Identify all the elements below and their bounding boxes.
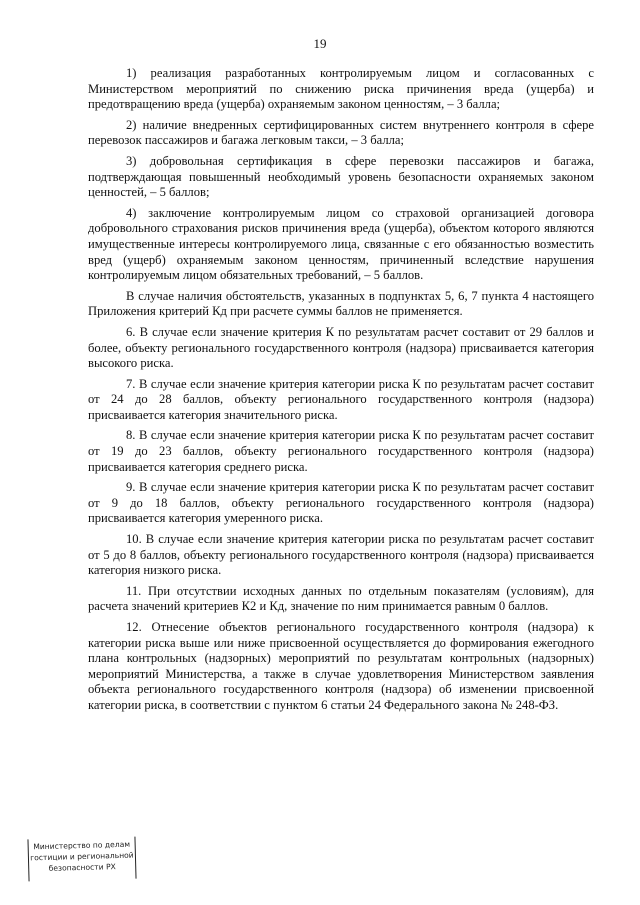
paragraph-point-10: 10. В случае если значение критерия категории риска по результатам расчет составит от 5 до 8 баллов, объекту регионального государственного контроля (надзора) присваивается категория низкого риска. <box>88 532 594 578</box>
stamp-line: Министерство по делам <box>33 839 131 852</box>
paragraph-item-4: 4) заключение контролируемым лицом со страховой организацией договора добровольного страхования рисков причинения вреда (ущерба), объектом которого являются имущественные интересы контролируемого лица, связанные с его обязанностью возместить вред (ущерб) охраняемым законом ценностям, причиненный вследствие нарушения контролируемым лицом обязательных требований, – 5 баллов. <box>88 205 594 283</box>
stamp-line: гостиции и региональной <box>30 850 134 863</box>
ministry-stamp <box>27 837 136 882</box>
stamp-line: безопасности РХ <box>48 862 116 873</box>
paragraph-point-7: 7. В случае если значение критерия категории риска К по результатам расчет составит от 24 до 28 баллов, объекту регионального государственного контроля (надзора) присваивается категория значительного риска. <box>88 376 594 422</box>
paragraph-point-8: 8. В случае если значение критерия категории риска К по результатам расчет составит от 19 до 23 баллов, объекту регионального государственного контроля (надзора) присваивается категория среднего риска. <box>88 428 594 474</box>
document-body <box>88 66 594 719</box>
paragraph-item-1: 1) реализация разработанных контролируемым лицом и согласованных с Министерством мероприятий по снижению риска причинения вреда (ущерба) и предотвращению вреда (ущерба) охраняемым законом ценностям, – 3 балла; <box>88 66 594 112</box>
paragraph-item-2: 2) наличие внедренных сертифицированных систем внутреннего контроля в сфере перевозок пассажиров и багажа легковым такси, – 3 балла; <box>88 117 594 148</box>
paragraph-exception-note: В случае наличия обстоятельств, указанных в подпунктах 5, 6, 7 пункта 4 настоящего Приложения критерий Кд при расчете суммы баллов не применяется. <box>88 288 594 319</box>
paragraph-item-3: 3) добровольная сертификация в сфере перевозки пассажиров и багажа, подтверждающая повышенный необходимый уровень безопасности охраняемых законом ценностей, – 5 баллов; <box>88 153 594 200</box>
paragraph-point-6: 6. В случае если значение критерия К по результатам расчет составит от 29 баллов и более, объекту регионального государственного контроля (надзора) присваивается категория высокого риска. <box>88 324 594 371</box>
paragraph-point-11: 11. При отсутствии исходных данных по отдельным показателям (условиям), для расчета значений критериев К2 и Кд, значение по ним принимается равным 0 баллов. <box>88 583 594 614</box>
paragraph-point-9: 9. В случае если значение критерия категории риска К по результатам расчет составит от 9 до 18 баллов, объекту регионального государственного контроля (надзора) присваивается категория умеренного риска. <box>88 480 594 526</box>
page-number: 19 <box>313 36 327 51</box>
paragraph-point-12: 12. Отнесение объектов регионального государственного контроля (надзора) к категории риска выше или ниже присвоенной осуществляется до формирования ежегодного плана контрольных (надзорных) мероприятий по результатам контрольных (надзорных) мероприятий Министерства, а также в случае удовлетворения Министерством заявления объекта регионального государственного контроля (надзора) об изменении присвоенной категории риска, в соответствии с пунктом 6 статьи 24 Федерального закона № 248-ФЗ. <box>88 620 594 712</box>
